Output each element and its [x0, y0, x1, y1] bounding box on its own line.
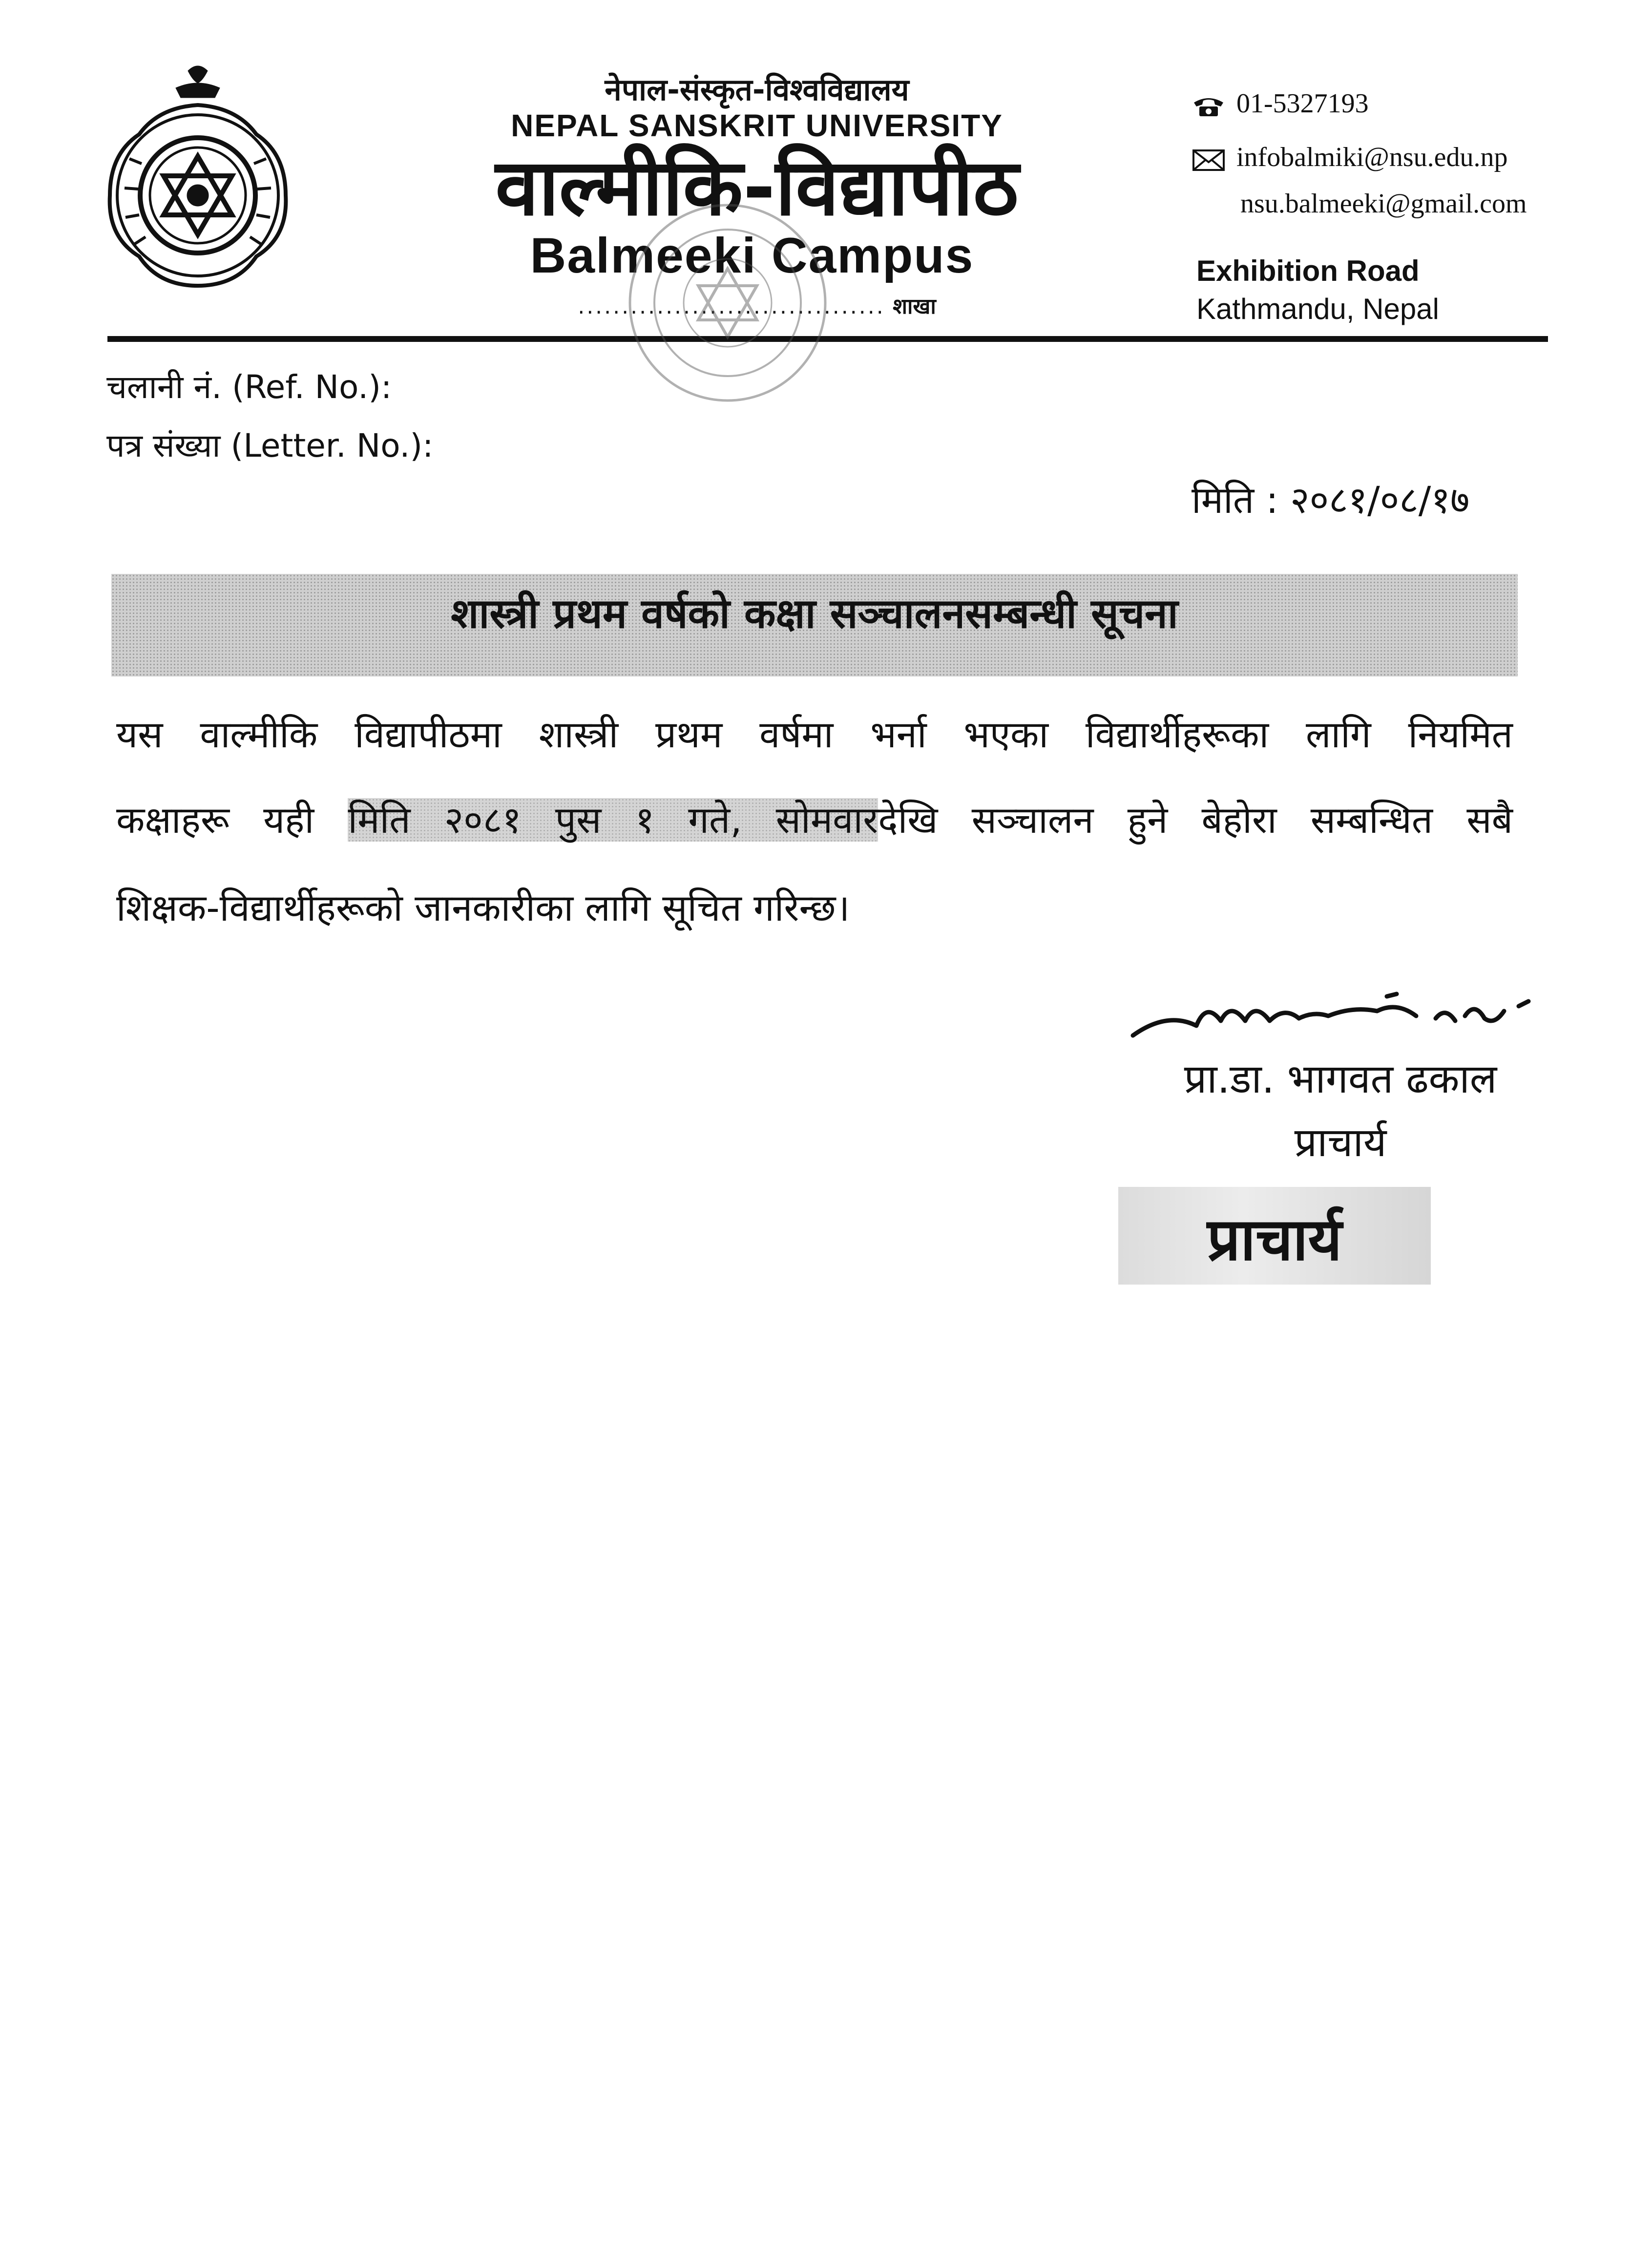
email-line	[1192, 142, 1508, 173]
email-primary: infobalmiki@nsu.edu.np	[1236, 142, 1508, 172]
notice-body-line-2	[116, 794, 1513, 844]
line2-prefix: कक्षाहरू यही	[116, 798, 348, 842]
university-name-english: NEPAL SANSKRIT UNIVERSITY	[511, 108, 1003, 143]
envelope-icon	[1192, 148, 1226, 172]
telephone-icon	[1192, 94, 1226, 118]
branch-dots: ...................................	[578, 294, 885, 319]
campus-name-nepali: वाल्मीकि-विद्यापीठ	[495, 142, 1019, 233]
university-name-nepali: नेपाल-संस्कृत-विश्वविद्यालय	[605, 72, 909, 107]
phone-line	[1192, 88, 1369, 119]
address-line-2: Kathmandu, Nepal	[1196, 293, 1439, 325]
notice-subject: शास्त्री प्रथम वर्षको कक्षा सञ्चालनसम्बन्धी सूचना	[451, 590, 1178, 637]
notice-body-line-3: शिक्षक-विद्यार्थीहरूको जानकारीका लागि सूचित गरिन्छ।	[116, 886, 850, 929]
phone-number: 01-5327193	[1236, 88, 1369, 119]
university-seal-icon	[95, 61, 300, 315]
branch-label: शाखा	[893, 294, 936, 319]
address-line-1: Exhibition Road	[1196, 254, 1420, 287]
notice-body-line-1: यस वाल्मीकि विद्यापीठमा शास्त्री प्रथम वर्षमा भर्ना भएका विद्यार्थीहरूका लागि नियमित	[116, 713, 1513, 756]
reference-number-label: चलानी नं. (Ref. No.):	[106, 368, 392, 406]
handwritten-signature	[1123, 972, 1563, 1060]
highlighted-date: मिति २०८१ पुस १ गते, सोमवार	[348, 798, 878, 842]
campus-stamp-watermark	[620, 186, 835, 420]
line2-suffix: देखि सञ्चालन हुने बेहोरा सम्बन्धित सबै	[878, 798, 1513, 842]
signer-name: प्रा.डा. भागवत ढकाल	[1184, 1056, 1497, 1102]
signer-title: प्राचार्य	[1294, 1119, 1387, 1166]
letter-date: मिति : २०८१/०८/१७	[1192, 478, 1470, 522]
letter-number-label: पत्र संख्या (Letter. No.):	[106, 427, 434, 464]
email-secondary: nsu.balmeeki@gmail.com	[1240, 189, 1527, 219]
campus-name-english: Balmeeki Campus	[530, 228, 974, 283]
designation-stamp-text: प्राचार्य	[1207, 1206, 1342, 1274]
